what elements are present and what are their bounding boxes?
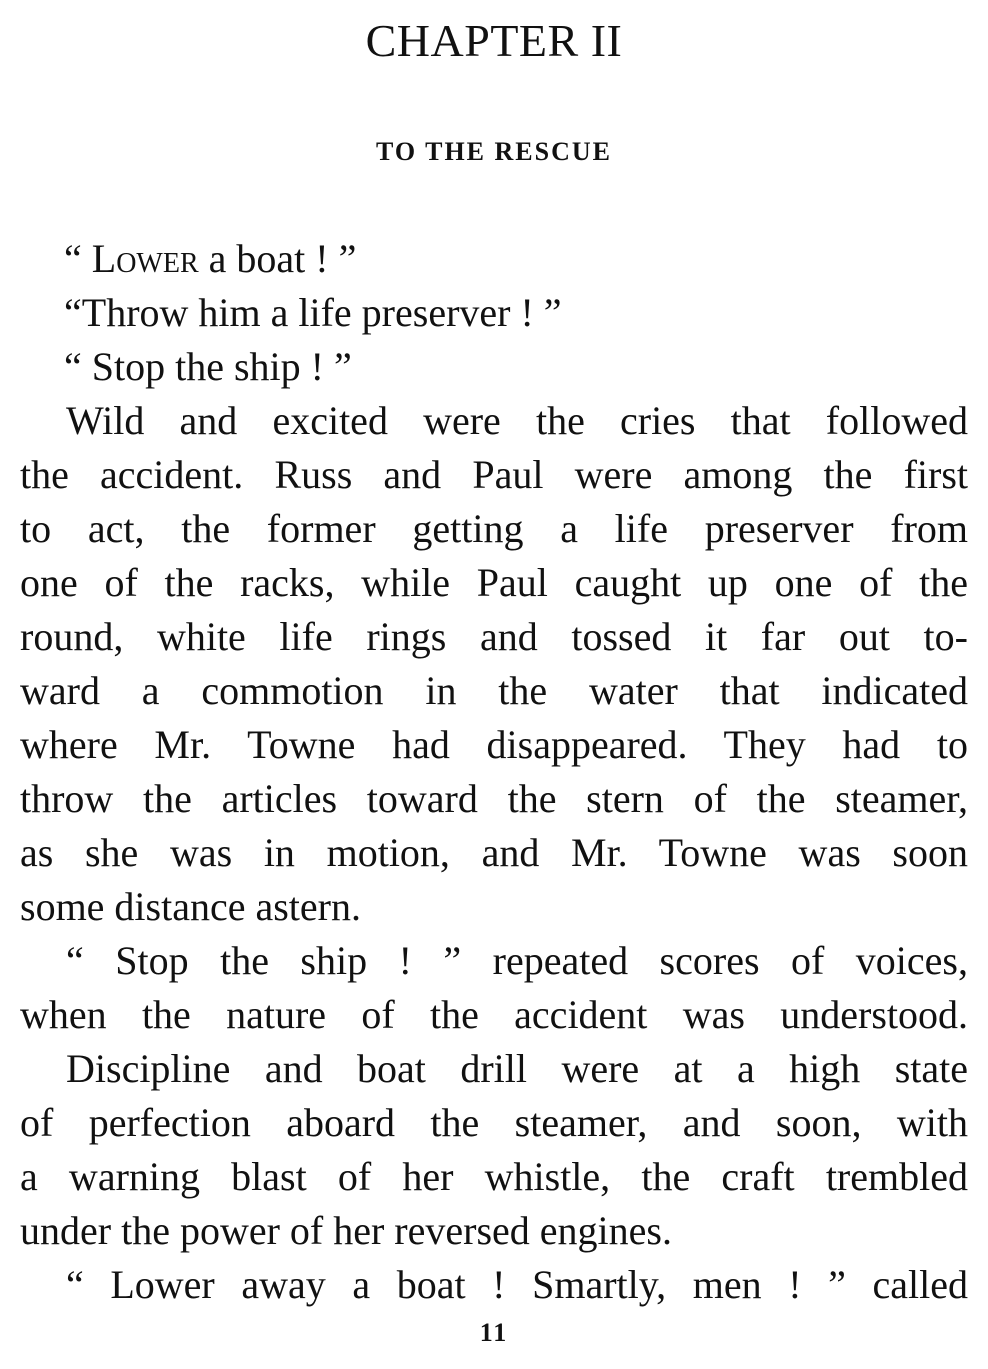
paragraph-last-line: some distance astern. — [20, 884, 361, 929]
text-line: the accident. Russ and Paul were among the first — [20, 452, 968, 497]
chapter-body-text — [20, 232, 968, 1312]
text-line: “ Stop the ship ! ” — [64, 344, 352, 389]
text-line: to act, the former getting a life preserver from — [20, 506, 968, 551]
text-line: throw the articles toward the stern of the steamer, — [20, 776, 968, 821]
text-line: “ Lower a boat ! ” — [64, 236, 357, 281]
text-line: of perfection aboard the steamer, and soon, with — [20, 1100, 968, 1145]
paragraph-last-line: under the power of her reversed engines. — [20, 1208, 672, 1253]
text-line: “Throw him a life preserver ! ” — [64, 290, 562, 335]
text-line: where Mr. Towne had disappeared. They had to — [20, 722, 968, 767]
text-line: ward a commotion in the water that indicated — [20, 668, 968, 713]
page-number: 11 — [479, 1318, 509, 1347]
paragraph-first-line: “ Stop the ship ! ” repeated scores of voices, — [66, 938, 968, 983]
chapter-title: CHAPTER II — [365, 15, 623, 66]
text-line: a warning blast of her whistle, the craft trembled — [20, 1154, 968, 1199]
paragraph-first-line: Discipline and boat drill were at a high state — [66, 1046, 968, 1091]
paragraph-last-line: when the nature of the accident was understood. — [20, 992, 968, 1037]
text-line: round, white life rings and tossed it far out to- — [20, 614, 968, 659]
paragraph-first-line: Wild and excited were the cries that followed — [66, 398, 968, 443]
text-line: one of the racks, while Paul caught up one of the — [20, 560, 968, 605]
text-line: as she was in motion, and Mr. Towne was soon — [20, 830, 968, 875]
chapter-subtitle: TO THE RESCUE — [375, 137, 612, 166]
paragraph-first-line: “ Lower away a boat ! Smartly, men ! ” called — [66, 1262, 968, 1307]
